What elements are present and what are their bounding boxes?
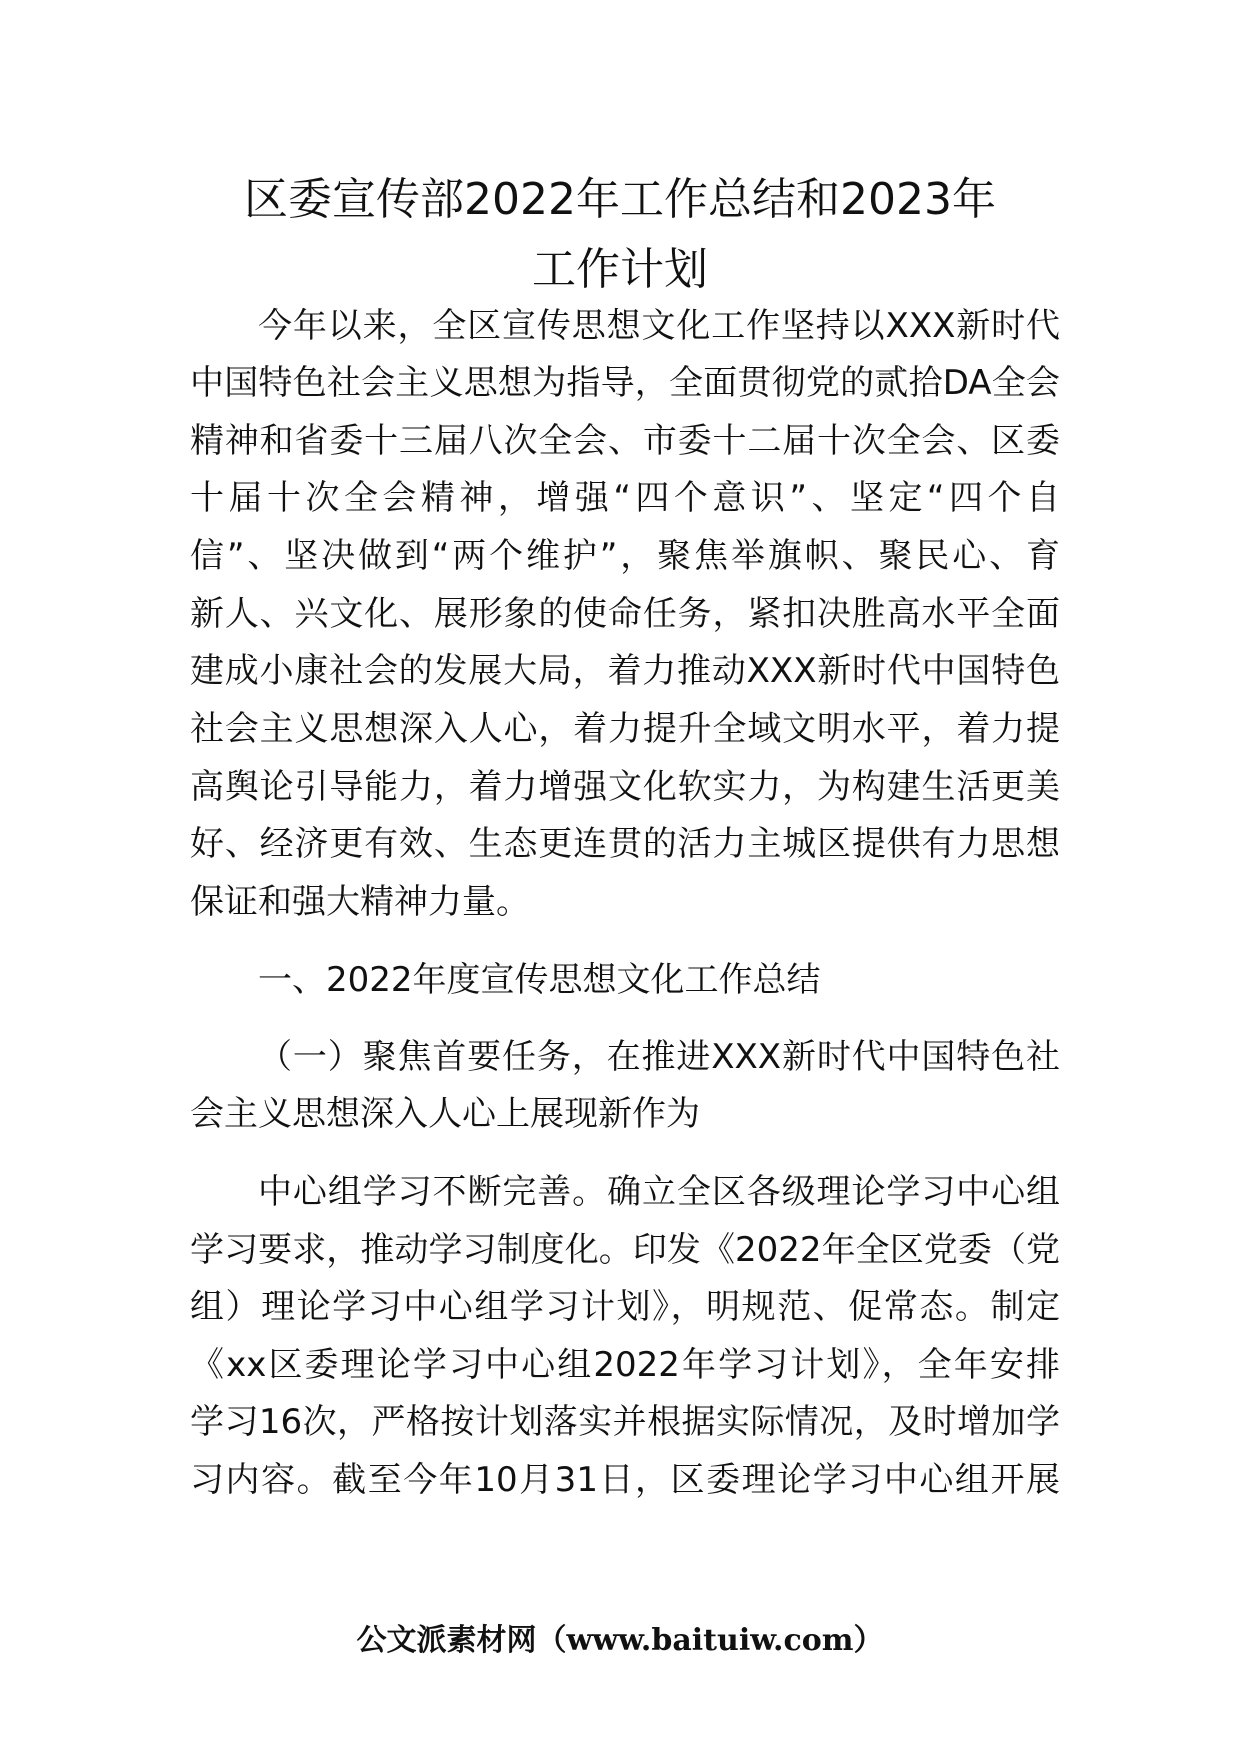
paragraph-line: 中心组学习不断完善。确立全区各级理论学习中心组 bbox=[258, 1172, 1060, 1212]
section-heading: 一、2022年度宣传思想文化工作总结 bbox=[258, 960, 821, 1000]
footer-watermark: 公文派素材网（www.baituiw.com） bbox=[356, 1623, 884, 1658]
document-title-line-1: 区委宣传部2022年工作总结和2023年 bbox=[244, 174, 996, 225]
paragraph-line: 新人、兴文化、展形象的使命任务，紧扣决胜高水平全面 bbox=[190, 594, 1060, 634]
document-title-line-2: 工作计划 bbox=[532, 244, 708, 295]
paragraph-line: 组）理论学习中心组学习计划》，明规范、促常态。制定 bbox=[190, 1287, 1060, 1327]
paragraph-line: 会主义思想深入人心上展现新作为 bbox=[190, 1094, 700, 1134]
paragraph-line: 今年以来，全区宣传思想文化工作坚持以XXX新时代 bbox=[258, 306, 1060, 346]
paragraph-line: 建成小康社会的发展大局，着力推动XXX新时代中国特色 bbox=[190, 651, 1060, 691]
paragraph-line: 社会主义思想深入人心，着力提升全域文明水平，着力提 bbox=[190, 709, 1060, 749]
paragraph-line: 学习16次，严格按计划落实并根据实际情况，及时增加学 bbox=[190, 1402, 1060, 1442]
paragraph-line: 信”、坚决做到“两个维护”，聚焦举旗帜、聚民心、育 bbox=[190, 536, 1060, 576]
paragraph-line: 保证和强大精神力量。 bbox=[190, 882, 530, 922]
paragraph-line: 习内容。截至今年10月31日，区委理论学习中心组开展 bbox=[190, 1460, 1060, 1500]
paragraph-line: 学习要求，推动学习制度化。印发《2022年全区党委（党 bbox=[190, 1230, 1060, 1270]
paragraph-line: 好、经济更有效、生态更连贯的活力主城区提供有力思想 bbox=[190, 824, 1060, 864]
paragraph-line: 精神和省委十三届八次全会、市委十二届十次全会、区委 bbox=[190, 421, 1060, 461]
paragraph-line: 《xx区委理论学习中心组2022年学习计划》，全年安排 bbox=[190, 1345, 1060, 1385]
paragraph-line: 高舆论引导能力，着力增强文化软实力，为构建生活更美 bbox=[190, 767, 1060, 807]
paragraph-line: 中国特色社会主义思想为指导，全面贯彻党的贰拾DA全会 bbox=[190, 363, 1060, 403]
paragraph-line: （一）聚焦首要任务，在推进XXX新时代中国特色社 bbox=[258, 1037, 1060, 1077]
paragraph-line: 十届十次全会精神，增强“四个意识”、坚定“四个自 bbox=[190, 478, 1060, 518]
